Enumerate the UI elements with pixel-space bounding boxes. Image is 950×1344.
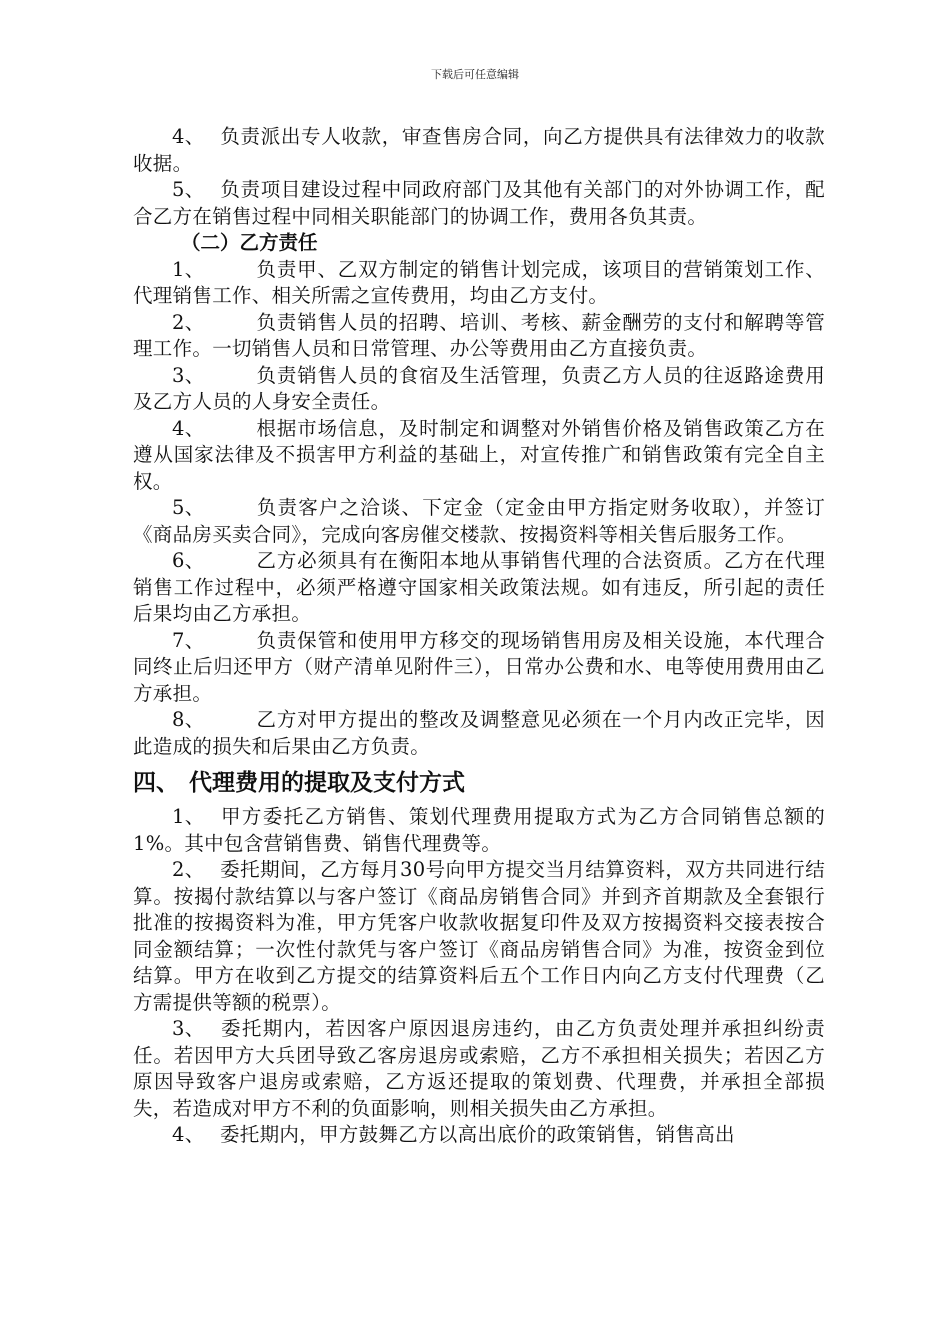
item-text: 乙方必须具有在衡阳本地从事销售代理的合法资质。乙方在代理销售工作过程中，必须严格遵守国家相关政策法规。如有违反，所引起的责任后果均由乙方承担。 bbox=[133, 549, 825, 625]
document-body bbox=[133, 124, 825, 1149]
paragraph-b-3 bbox=[133, 363, 825, 416]
paragraph-c-3 bbox=[133, 1016, 825, 1122]
paragraph-b-2 bbox=[133, 310, 825, 363]
item-text: 委托期间，乙方每月30号向甲方提交当月结算资料，双方共同进行结算。按揭付款结算以与客户签订《商品房销售合同》并到齐首期款及全套银行批准的按揭资料为准，甲方凭客户收款收据复印件及双方按揭资料交接表按合同金额结算；一次性付款凭与客户签订《商品房销售合同》为准，按资金到位结算。甲方在收到乙方提交的结算资料后五个工作日内向乙方支付代理费（乙方需提供等额的税票）。 bbox=[133, 858, 825, 1014]
item-number: 1、 bbox=[172, 805, 205, 828]
item-number: 4、 bbox=[172, 125, 205, 148]
item-number: 3、 bbox=[172, 1017, 205, 1040]
paragraph-c-4 bbox=[133, 1122, 825, 1149]
item-text: 负责销售人员的食宿及生活管理，负责乙方人员的往返路途费用及乙方人员的人身安全责任。 bbox=[133, 363, 825, 413]
item-number: 3、 bbox=[172, 363, 205, 387]
section-title: 代理费用的提取及支付方式 bbox=[189, 770, 465, 796]
item-text: 负责保管和使用甲方移交的现场销售用房及相关设施，本代理合同终止后归还甲方（财产清单见附件三），日常办公费和水、电等使用费用由乙方承担。 bbox=[133, 628, 825, 705]
paragraph-b-1 bbox=[133, 257, 825, 310]
item-number: 2、 bbox=[172, 858, 205, 881]
paragraph-c-1 bbox=[133, 804, 825, 857]
paragraph-a-4 bbox=[133, 124, 825, 177]
paragraph-b-8 bbox=[133, 707, 825, 760]
paragraph-a-5 bbox=[133, 177, 825, 230]
item-number: 7、 bbox=[172, 628, 205, 652]
item-number: 8、 bbox=[172, 708, 205, 731]
item-text: 负责甲、乙双方制定的销售计划完成，该项目的营销策划工作、代理销售工作、相关所需之宣传费用，均由乙方支付。 bbox=[133, 257, 825, 307]
paragraph-b-5 bbox=[133, 495, 825, 548]
paragraph-c-2 bbox=[133, 857, 825, 1016]
item-number: 4、 bbox=[172, 416, 205, 440]
item-text: 甲方委托乙方销售、策划代理费用提取方式为乙方合同销售总额的1%。其中包含营销售费、销售代理费等。 bbox=[133, 805, 825, 855]
paragraph-b-7 bbox=[133, 628, 825, 708]
item-text: 委托期内，若因客户原因退房违约，由乙方负责处理并承担纠纷责任。若因甲方大兵团导致乙客房退房或索赔，乙方不承担相关损失；若因乙方原因导致客户退房或索赔，乙方返还提取的策划费、代理费，并承担全部损失，若造成对甲方不利的负面影响，则相关损失由乙方承担。 bbox=[133, 1017, 825, 1120]
item-text: 乙方对甲方提出的整改及调整意见必须在一个月内改正完毕，因此造成的损失和后果由乙方负责。 bbox=[133, 708, 825, 758]
item-text: 根据市场信息，及时制定和调整对外销售价格及销售政策乙方在遵从国家法律及不损害甲方利益的基础上，对宣传推广和销售政策有完全自主权。 bbox=[133, 416, 825, 493]
item-number: 2、 bbox=[172, 310, 205, 334]
item-text: 委托期内，甲方鼓舞乙方以高出底价的政策销售，销售高出 bbox=[220, 1123, 735, 1146]
item-number: 5、 bbox=[172, 178, 205, 201]
page-header-note: 下载后可任意编辑 bbox=[431, 68, 519, 81]
item-text: 负责销售人员的招聘、培训、考核、薪金酬劳的支付和解聘等管理工作。一切销售人员和日常管理、办公等费用由乙方直接负责。 bbox=[133, 310, 825, 360]
section-heading-4 bbox=[133, 764, 825, 802]
item-text: 负责项目建设过程中同政府部门及其他有关部门的对外协调工作，配合乙方在销售过程中同相关职能部门的协调工作，费用各负其责。 bbox=[133, 178, 825, 228]
paragraph-b-6 bbox=[133, 548, 825, 628]
item-number: 4、 bbox=[172, 1123, 205, 1146]
subheading-party-b: （二）乙方责任 bbox=[181, 231, 318, 254]
item-text: 负责派出专人收款，审查售房合同，向乙方提供具有法律效力的收款收据。 bbox=[133, 125, 825, 175]
item-text: 负责客户之洽谈、下定金（定金由甲方指定财务收取），并签订《商品房买卖合同》，完成向客房催交楼款、按揭资料等相关售后服务工作。 bbox=[133, 496, 825, 546]
item-number: 5、 bbox=[172, 496, 205, 519]
paragraph-b-4 bbox=[133, 416, 825, 496]
item-number: 1、 bbox=[172, 257, 205, 281]
item-number: 6、 bbox=[172, 549, 205, 572]
section-number: 四、 bbox=[133, 770, 179, 796]
